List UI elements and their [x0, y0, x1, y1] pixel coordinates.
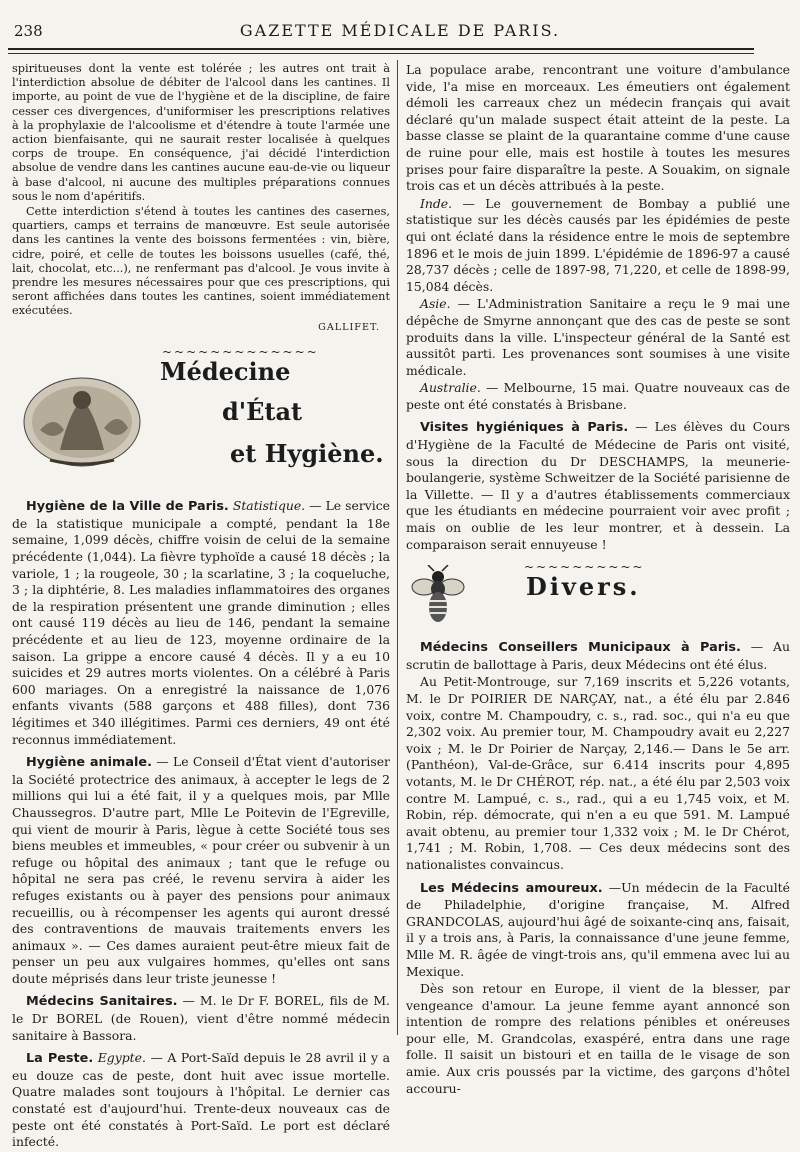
header-rule [8, 48, 754, 50]
ornament-flourish: ~~~~~~~~~~ [524, 560, 645, 575]
left-column [12, 62, 390, 1152]
intro-paragraph: Cette interdiction s'étend à toutes les cantines des casernes, quartiers, camps et terrains de manœuvre. Est seule autorisée dans les cantines la vente des boissons fermentées : vin, bière, cidre, poiré, et celle de toutes les boissons usuelles (café, thé, lait, chocolat, etc...), ne renfermant pas d'alcool. Je vous invite à prendre les mesures nécessaires pour que ces prescriptions, qui seront affichées dans toutes les cantines, soient immédiatement exécutées. [12, 205, 390, 318]
page-header [10, 18, 790, 48]
article-conseillers: Médecins Conseillers Municipaux à Paris. — Au scrutin de ballottage à Paris, deux Médecins ont été élus. [406, 639, 790, 672]
article-hygiene-animale: Hygiène animale. — Le Conseil d'État vient d'autoriser la Société protectrice des animaux, à accepter le legs de 2 millions qui lui a été fait, il y a quelques mois, par Mlle Chaussegros. D'autre part, Mlle Le Poitevin de l'Egreville, qui vient de mourir à Paris, lègue à cette Société tous ses biens meubles et immeubles, « pour créer ou subvenir à un refuge ou hôpital des animaux ; tant que le refuge ou hôpital ne sera pas créé, le revenu servira à aider les refuges existants ou à payer des pensions pour animaux recueillis, ou à récompenser les agents qui auront dressé des contraventions de mauvais traitements envers les animaux ». — Ces dames auraient peut-être mieux fait de penser un peu aux vulgaires hommes, qu'elles ont sans doute méprisés dans leur triste jeunesse ! [12, 754, 390, 986]
column-divider [397, 60, 398, 1035]
allegory-vignette-icon [20, 370, 144, 470]
peste-australie: Australie. — Melbourne, 15 mai. Quatre nouveaux cas de peste ont été constatés à Brisbane. [406, 380, 790, 412]
intro-paragraph: spiritueuses dont la vente est tolérée ; les autres ont trait à l'interdiction absolue de débiter de l'alcool dans les cantines. Il importe, au point de vue de l'hygiène et de la discipline, de faire cesser ces divergences, d'uniformiser les prescriptions relatives à la prophylaxie de l'alcoolisme et d'étendre à toute l'armée une action bienfaisante, qui ne saurait rester localisée à quelques corps de troupe. En conséquence, j'ai décidé l'interdiction absolue de vendre dans les cantines aucune eau-de-vie ou liqueur à base d'alcool, ni aucune des multiples préparations connues sous le nom d'apéritifs. [12, 62, 390, 203]
peste-paragraph: La populace arabe, rencontrant une voiture d'ambulance vide, l'a mise en morceaux. Les émeutiers ont également démoli les carreaux chez un médecin français qui avait déclaré qu'un malade suspect était atteint de la peste. La basse classe se plaint de la quarantaine comme d'une cause de ruine pour elle, mais est hostile à toutes les mesures prises pour faire disparaître la peste. A Souakim, on signale trois cas et un décès attribués à la peste. [406, 62, 790, 194]
bee-icon [410, 565, 466, 625]
section-header-medecine [12, 342, 390, 490]
section-title-line3: et Hygiène. [230, 439, 384, 469]
section-title-line1: Médecine [160, 357, 291, 387]
page-number: 238 [14, 22, 43, 40]
peste-inde: Inde. — Le gouvernement de Bombay a publié une statistique sur les décès causés par les épidémies de peste qui ont éclaté dans la résidence entre le mois de septembre 1896 et le mois de juin 1899. L'épidémie de 1896-97 a causé 28,737 décès ; celle de 1897-98, 71,220, et celle de 1898-99, 15,084 décès. [406, 195, 790, 294]
running-title: GAZETTE MÉDICALE DE PARIS. [239, 21, 561, 40]
article-visites: Visites hygiéniques à Paris. — Les élèves du Cours d'Hygiène de la Faculté de Médecine de Paris ont visité, sous la direction du Dr DESCHAMPS, la meunerie-boulangerie, système Schweitzer de la Société parisienne de la Villette. — Il y a d'autres établissements commerciaux que les étudiants en médecine pourraient voir avec profit ; mais on oublie de les leur montrer, et à dessein. La comparaison serait ennuyeuse ! [406, 419, 790, 552]
section-title-line2: d'État [222, 397, 303, 427]
header-rule-thin [8, 53, 754, 54]
amoureux-paragraph: Dès son retour en Europe, il vient de la blesser, par vengeance d'amour. La jeune femme ayant annoncé son intention de rompre des relations pénibles et onéreuses pour elle, M. Grandcolas, exaspéré, entra dans une rage folle. Il saisit un bistouri et en tailla de le visage de son amie. Aux cris poussés par la victime, des garçons d'hôtel accouru- [406, 981, 790, 1096]
ornament-flourish: ~~~~~~~~~~~~~ [162, 345, 319, 360]
conseillers-paragraph: Au Petit-Montrouge, sur 7,169 inscrits et 5,226 votants, M. le Dr POIRIER DE NARÇAY, nat., a été élu par 2.846 voix, contre M. Champoudry, c. s., rad. soc., qui n'a eu que 2,302 voix. Au premier tour, M. Champoudry avait eu 2,227 voix ; M. le Dr Poirier de Narçay, 2,146.— Dans le 5e arr. (Panthéon), Val-de-Grâce, sur 6.414 inscrits pour 4,895 votants, M. le Dr CHÉROT, rép. nat., a été élu par 2,503 voix contre M. Lampué, c. s., rad., qui a eu 1,745 voix, et M. Robin, rép. démocrate, qui n'en a eu que 591. M. Lampué avait obtenu, au premier tour 1,332 voix ; M. le Dr Chérot, 1,741 ; M. Robin, 1,708. — Ces deux médecins sont des nationalistes convaincus. [406, 674, 790, 872]
article-medecins-sanitaires: Médecins Sanitaires. — M. le Dr F. BOREL, fils de M. le Dr BOREL (de Rouen), vient d'être nommé médecin sanitaire à Bassora. [12, 993, 390, 1043]
signature: GALLIFET. [318, 321, 380, 333]
section-header-divers [406, 559, 790, 633]
article-amoureux: Les Médecins amoureux. —Un médecin de la Faculté de Philadelphie, d'origine française, M. Alfred GRANDCOLAS, aujourd'hui âgé de soixante-cinq ans, faisait, il y a trois ans, à Paris, la connaissance d'une jeune femme, Mlle M. R. âgée de vingt-trois ans, qu'il emmena avec lui au Mexique. [406, 879, 790, 979]
article-hygiene-paris: Hygiène de la Ville de Paris. Statistique. — Le service de la statistique municipale a compté, pendant la 18e semaine, 1,099 décès, chiffre voisin de celui de la semaine précédente (1,044). La fièvre typhoïde a causé 18 décès ; la variole, 1 ; la rougeole, 30 ; la scarlatine, 3 ; la coqueluche, 3 ; la diphtérie, 8. Les maladies inflammatoires des organes de la respiration présentent une grande diminution ; elles ont causé 119 décès au lieu de 146, pendant la semaine précédente et au lieu de 123, moyenne ordinaire de la saison. La grippe a encore causé 4 décès. Il y a eu 10 suicides et 29 autres morts violentes. On a célébré à Paris 600 mariages. On a enregistré la naissance de 1,076 enfants vivants (588 garçons et 488 filles), dont 736 légitimes et 340 illégitimes. Parmi ces derniers, 49 ont été reconnus immédiatement. [12, 498, 390, 747]
section-title-divers: Divers. [526, 572, 641, 602]
peste-asie: Asie. — L'Administration Sanitaire a reçu le 9 mai une dépêche de Smyrne annonçant que des cas de peste se sont produits dans la ville. L'inspecteur général de la Santé est aussitôt parti. Les provenances sont soumises à une visite médicale. [406, 296, 790, 378]
article-la-peste: La Peste. Egypte. — A Port-Saïd depuis le 28 avril il y a eu douze cas de peste, dont huit avec issue mortelle. Quatre malades sont toujours à l'hôpital. Le dernier cas constaté est d'aujourd'hui. Trente-deux nouveaux cas de peste ont été constatés à Port-Saïd. Le port est déclaré infecté. [12, 1050, 390, 1150]
right-column [406, 62, 790, 1098]
